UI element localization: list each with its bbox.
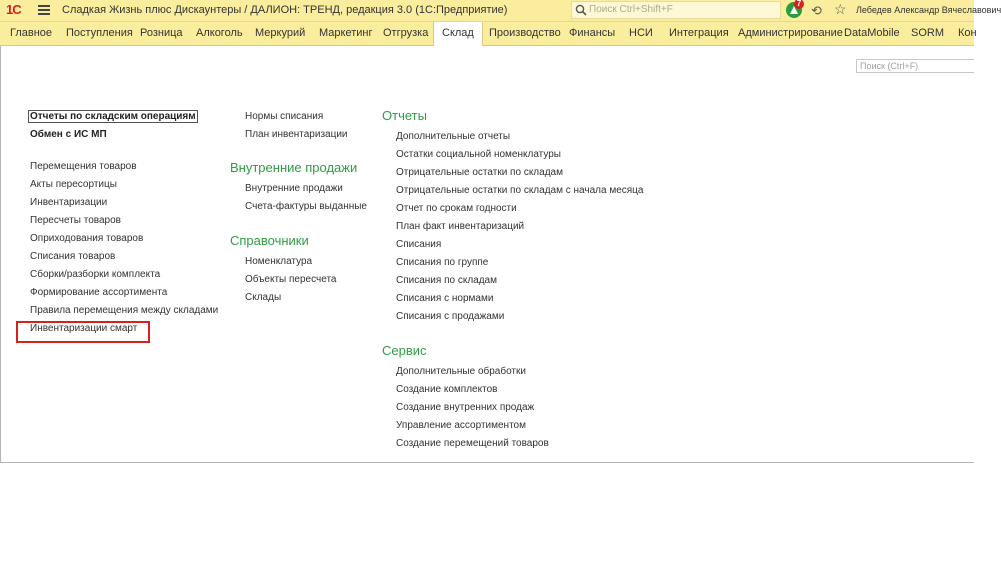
menu-item-marketing[interactable]: Маркетинг <box>319 27 373 39</box>
1c-logo-icon: 1С <box>6 2 21 17</box>
link-negative-balances-month[interactable]: Отрицательные остатки по складам с начала месяца <box>396 185 644 196</box>
link-create-internal-sales[interactable]: Создание внутренних продаж <box>396 402 535 413</box>
link-social-nomenclature-balance[interactable]: Остатки социальной номенклатуры <box>396 149 561 160</box>
menu-item-receipts[interactable]: Поступления <box>66 27 133 39</box>
menu-item-production[interactable]: Производство <box>489 27 561 39</box>
link-inventories[interactable]: Инвентаризации <box>30 197 108 208</box>
app-title: Сладкая Жизнь плюс Дискаунтеры / ДАЛИОН: ТРЕНД, редакция 3.0 (1С:Предприятие) <box>62 4 508 16</box>
menu-item-main[interactable]: Главное <box>10 27 53 39</box>
link-writeoff-norms[interactable]: Нормы списания <box>245 111 324 122</box>
link-expiry-report[interactable]: Отчет по срокам годности <box>396 203 517 214</box>
search-icon <box>575 4 587 16</box>
section-header-reports: Отчеты <box>382 108 427 123</box>
menu-item-finance[interactable]: Финансы <box>569 27 616 39</box>
link-warehouse-movement-rules[interactable]: Правила перемещения между складами <box>30 305 219 316</box>
link-goods-movements[interactable]: Перемещения товаров <box>30 161 137 172</box>
link-warehouses[interactable]: Склады <box>245 292 282 303</box>
notification-badge: 7 <box>794 0 804 9</box>
link-create-goods-movements[interactable]: Создание перемещений товаров <box>396 438 549 449</box>
section-header-catalogs: Справочники <box>230 233 309 248</box>
section-header-service: Сервис <box>382 343 427 358</box>
section-panel <box>0 46 974 463</box>
section-header-internal-sales: Внутренние продажи <box>230 160 358 175</box>
link-regrading-acts[interactable]: Акты пересортицы <box>30 179 117 190</box>
title-bar <box>0 0 1001 22</box>
link-additional-reports[interactable]: Дополнительные отчеты <box>396 131 511 142</box>
panel-search-placeholder: Поиск (Ctrl+F) <box>860 61 919 71</box>
link-writeoffs-by-warehouse[interactable]: Списания по складам <box>396 275 497 286</box>
menu-item-sorm[interactable]: SORM <box>911 27 944 39</box>
menu-item-datamobile[interactable]: DataMobile <box>844 27 900 39</box>
link-writeoffs-by-group[interactable]: Списания по группе <box>396 257 489 268</box>
menu-item-integration[interactable]: Интеграция <box>669 27 729 39</box>
user-name[interactable]: Лебедев Александр Вячеславович <box>856 5 1001 15</box>
link-recount-objects[interactable]: Объекты пересчета <box>245 274 337 285</box>
link-internal-sales[interactable]: Внутренние продажи <box>245 183 343 194</box>
link-nomenclature[interactable]: Номенклатура <box>245 256 313 267</box>
link-assortment-forming[interactable]: Формирование ассортимента <box>30 287 168 298</box>
favorites-star-icon[interactable]: ☆ <box>834 1 847 17</box>
main-menu-icon[interactable] <box>38 5 50 15</box>
link-negative-balances[interactable]: Отрицательные остатки по складам <box>396 167 563 178</box>
notifications-icon[interactable] <box>786 2 802 18</box>
link-writeoffs-with-sales[interactable]: Списания с продажами <box>396 311 505 322</box>
link-exchange-is-mp[interactable]: Обмен с ИС МП <box>30 129 107 140</box>
menu-item-shipment[interactable]: Отгрузка <box>383 27 429 39</box>
menu-item-administration[interactable]: Администрирование <box>738 27 843 39</box>
panel-search-input[interactable] <box>856 59 974 73</box>
menu-item-alcohol[interactable]: Алкоголь <box>196 27 243 39</box>
link-goods-receipts[interactable]: Оприходования товаров <box>30 233 144 244</box>
sections-menu <box>0 22 977 46</box>
link-additional-processing[interactable]: Дополнительные обработки <box>396 366 526 377</box>
link-warehouse-operations-reports[interactable]: Отчеты по складским операциям <box>30 111 196 122</box>
menu-item-warehouse[interactable]: Склад <box>433 22 483 46</box>
link-inventory-plan[interactable]: План инвентаризации <box>245 129 348 140</box>
menu-item-nsi[interactable]: НСИ <box>629 27 653 39</box>
link-writeoffs[interactable]: Списания <box>396 239 442 250</box>
link-create-kits[interactable]: Создание комплектов <box>396 384 498 395</box>
link-writeoffs-with-norms[interactable]: Списания с нормами <box>396 293 494 304</box>
link-smart-inventories[interactable]: Инвентаризации смарт <box>30 323 138 334</box>
link-issued-invoices[interactable]: Счета-фактуры выданные <box>245 201 367 212</box>
global-search-input[interactable] <box>571 1 781 19</box>
link-goods-recounts[interactable]: Пересчеты товаров <box>30 215 121 226</box>
link-goods-writeoffs[interactable]: Списания товаров <box>30 251 116 262</box>
link-inventory-plan-fact[interactable]: План факт инвентаризаций <box>396 221 525 232</box>
link-assortment-management[interactable]: Управление ассортиментом <box>396 420 526 431</box>
highlight-box <box>16 321 150 343</box>
menu-item-mercury[interactable]: Меркурий <box>255 27 306 39</box>
history-icon[interactable]: ⟲ <box>811 3 822 18</box>
menu-item-retail[interactable]: Розница <box>140 27 183 39</box>
global-search-placeholder: Поиск Ctrl+Shift+F <box>589 4 673 15</box>
link-kit-assembly[interactable]: Сборки/разборки комплекта <box>30 269 161 280</box>
menu-item-more[interactable]: Кон <box>958 27 977 39</box>
